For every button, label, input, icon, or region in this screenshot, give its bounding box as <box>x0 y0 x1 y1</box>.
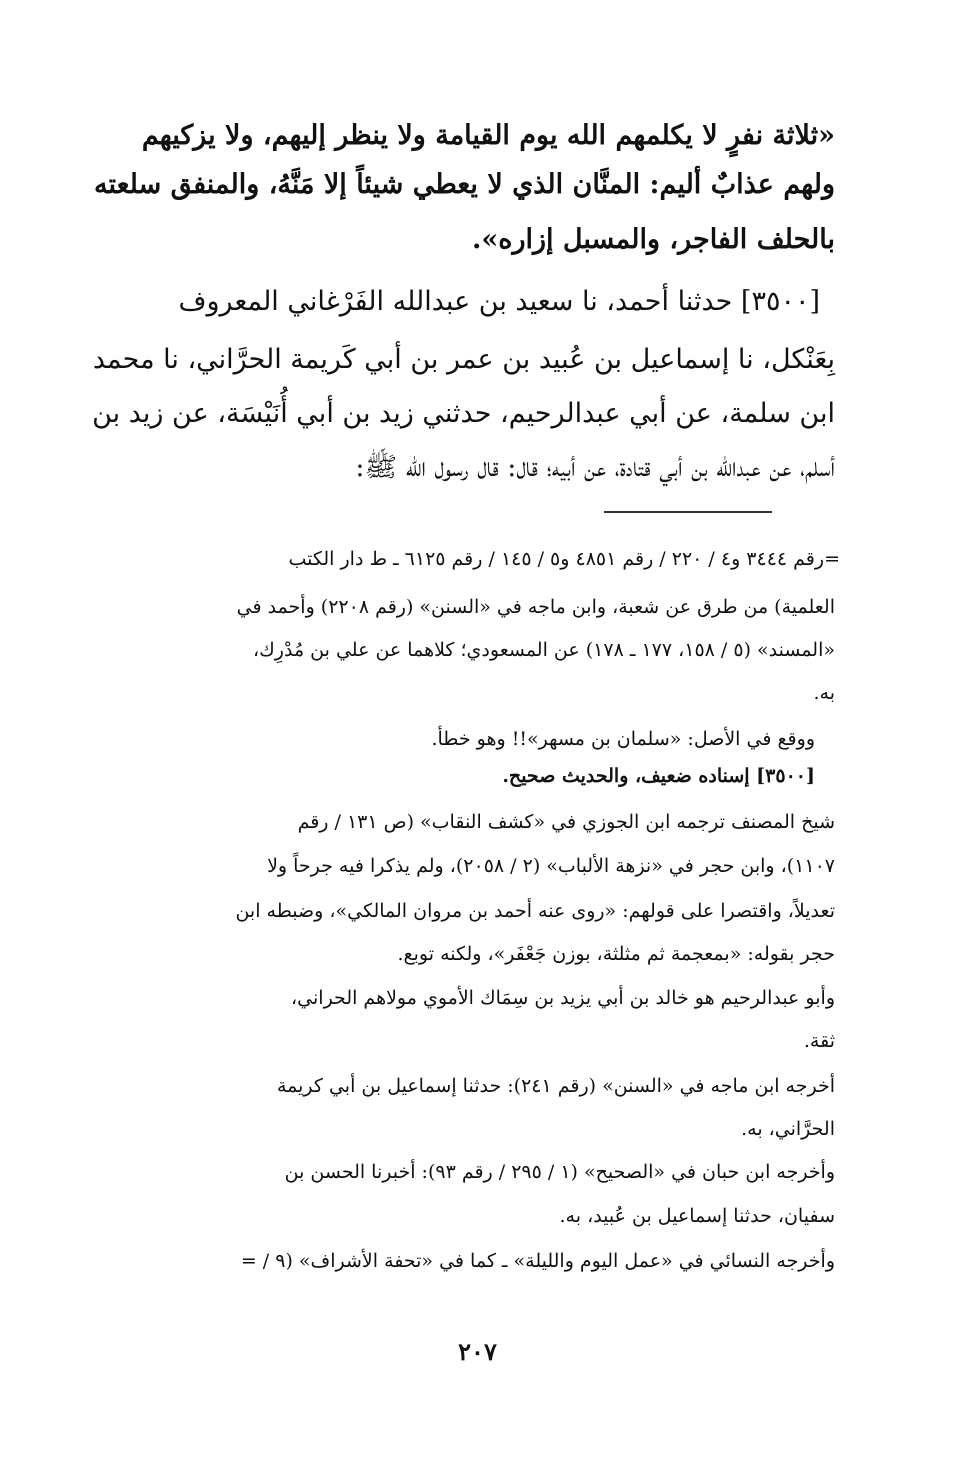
isnad-line: ابن سلمة، عن أبي عبدالرحيم، حدثني زيد بن أبي أُنَيْسَة، عن زيد بن <box>92 398 835 429</box>
footnote-line: تعديلاً، واقتصرا على قولهم: «روى عنه أحمد بن مروان المالكي»، وضبطه ابن <box>235 900 835 922</box>
footnote-line: ثقة. <box>803 1030 835 1052</box>
footnote-line: أخرجه ابن ماجه في «السنن» (رقم ٢٤١): حدثنا إسماعيل بن أبي كريمة <box>276 1075 835 1097</box>
footnote-line: به. <box>813 682 835 704</box>
footnote-separator <box>604 511 772 513</box>
footnote-line: سفيان، حدثنا إسماعيل بن عُبيد، به. <box>559 1205 835 1227</box>
footnote-line: وأبو عبدالرحيم هو خالد بن أبي يزيد بن سِمَاك الأموي مولاهم الحراني، <box>291 987 835 1009</box>
footnote-line: =رقم ٣٤٤٤ و٤ / ٢٢٠ / رقم ٤٨٥١ و٥ / ١٤٥ / رقم ٦١٢٥ ـ ط دار الكتب <box>288 548 840 570</box>
isnad-line: [٣٥٠٠] حدثنا أحمد، نا سعيد بن عبدالله الفَرْغاني المعروف <box>178 286 820 317</box>
page-number: ٢٠٧ <box>458 1337 497 1366</box>
footnote-line: الحرَّاني، به. <box>741 1118 835 1140</box>
hadith-text-line: بالحلف الفاجر، والمسبل إزاره». <box>472 224 835 255</box>
footnote-line: «المسند» (٥ / ١٥٨، ١٧٧ ـ ١٧٨) عن المسعودي؛ كلاهما عن علي بن مُدْرِك، <box>253 639 835 661</box>
isnad-grading: [٣٥٠٠] إسناده ضعيف، والحديث صحيح. <box>502 765 815 787</box>
isnad-line: أسلم، عن عبدالله بن أبي قتادة، عن أبيه؛ قال: قال رسول الله ﷺ: <box>355 452 835 483</box>
footnote-line: وأخرجه النسائي في «عمل اليوم والليلة» ـ كما في «تحفة الأشراف» (٩ / = <box>240 1250 835 1272</box>
hadith-text-line: ولهم عذابٌ أليم: المنَّان الذي لا يعطي شيئاً إلا مَنَّهُ، والمنفق سلعته <box>93 169 835 200</box>
footnote-line: ١١٠٧)، وابن حجر في «نزهة الألباب» (٢ / ٢٠٥٨)، ولم يذكرا فيه جرحاً ولا <box>267 855 835 877</box>
footnote-line: العلمية) من طرق عن شعبة، وابن ماجه في «السنن» (رقم ٢٢٠٨) وأحمد في <box>236 596 835 618</box>
isnad-line: بِعَنْكل، نا إسماعيل بن عُبيد بن عمر بن أبي كَريمة الحرَّاني، نا محمد <box>92 344 835 375</box>
footnote-line: شيخ المصنف ترجمه ابن الجوزي في «كشف النقاب» (ص ١٣١ / رقم <box>297 811 835 833</box>
hadith-text-line: «ثلاثة نفرٍ لا يكلمهم الله يوم القيامة ولا ينظر إليهم، ولا يزكيهم <box>141 120 835 151</box>
error-note: ووقع في الأصل: «سلمان بن مسهر»!! وهو خطأ. <box>431 728 815 750</box>
footnote-line: وأخرجه ابن حبان في «الصحيح» (١ / ٢٩٥ / رقم ٩٣): أخبرنا الحسن بن <box>284 1161 835 1183</box>
footnote-line: حجر بقوله: «بمعجمة ثم مثلثة، بوزن جَعْفَر»، ولكنه توبع. <box>397 943 835 965</box>
